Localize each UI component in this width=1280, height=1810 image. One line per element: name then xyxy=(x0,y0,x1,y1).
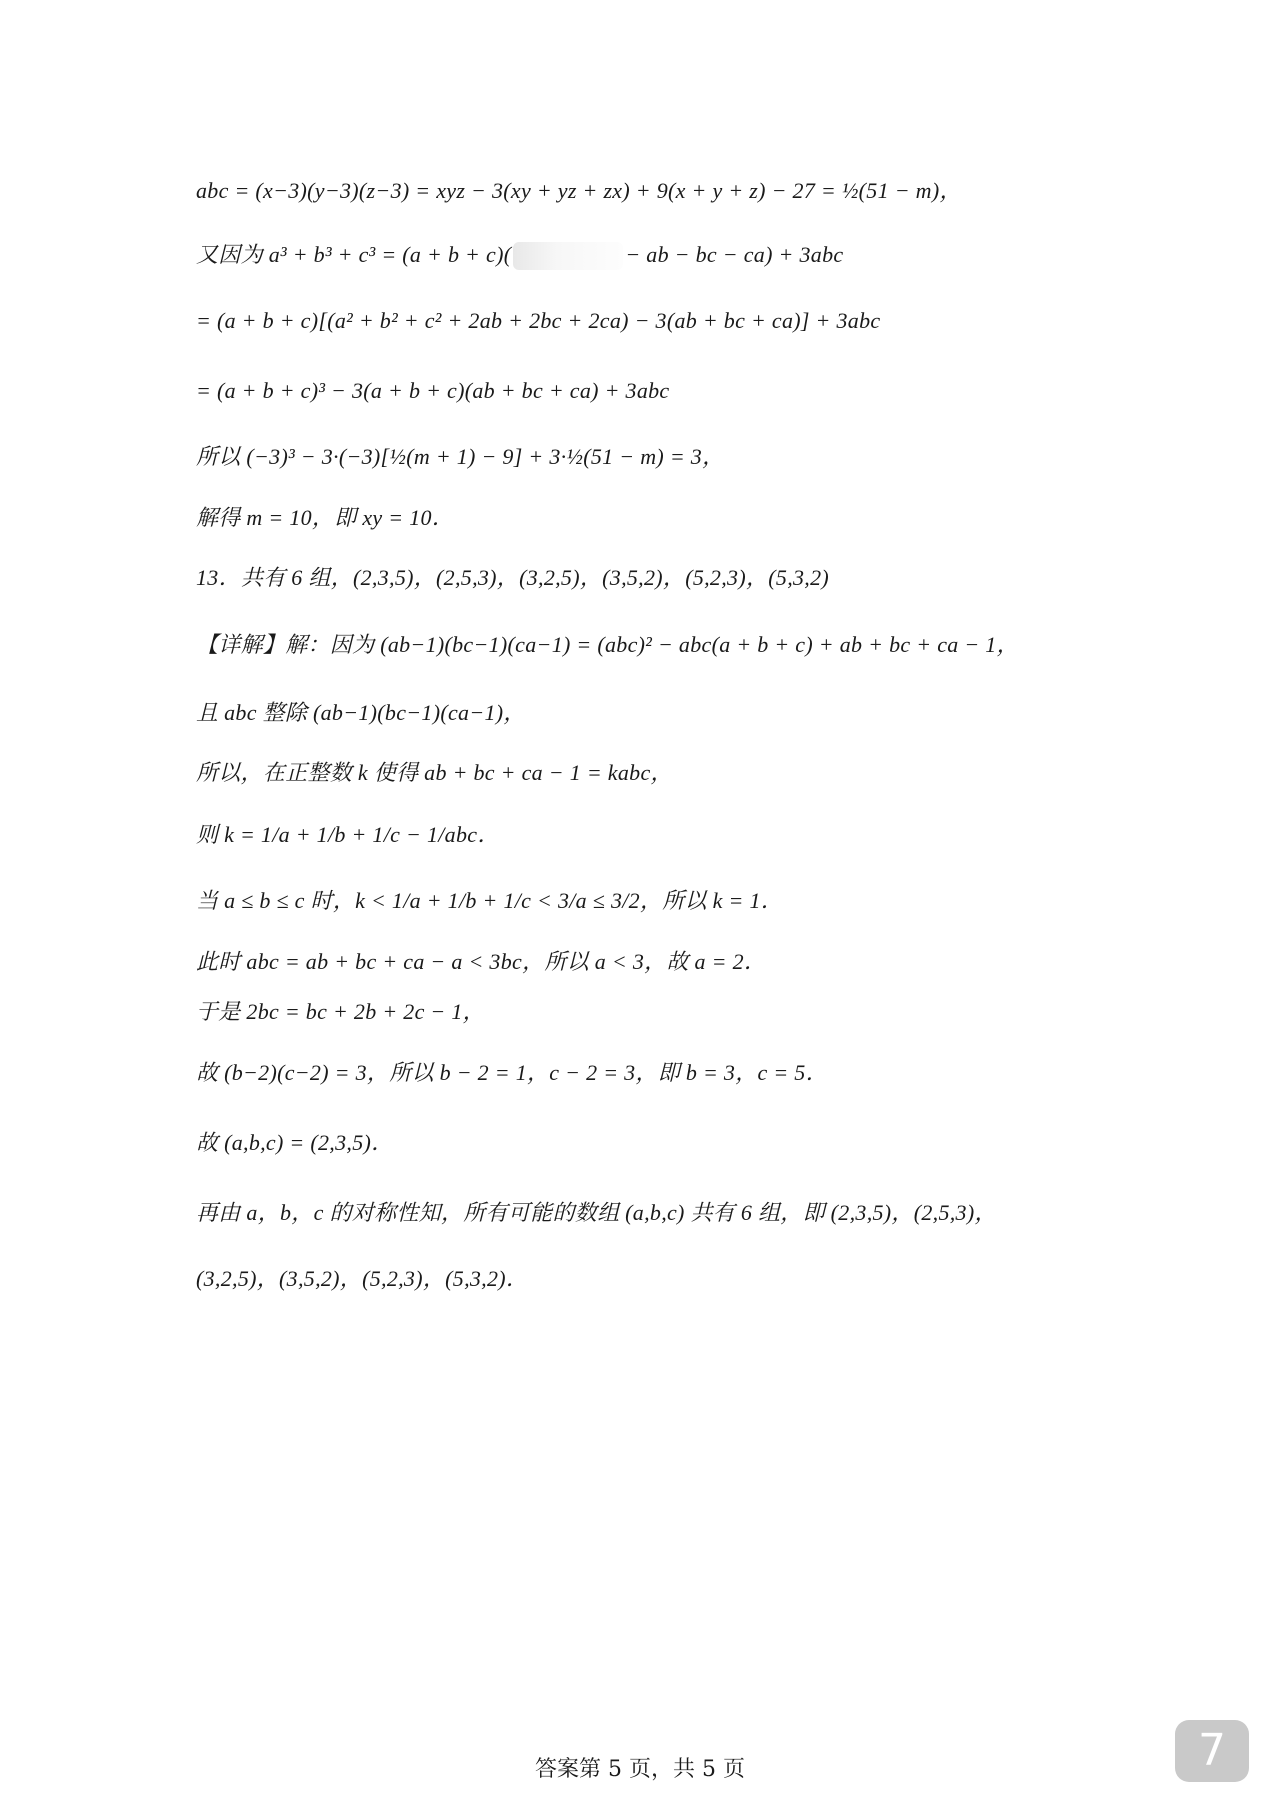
problem-13-answer: 13．共有 6 组，(2,3,5)，(2,5,3)，(3,2,5)，(3,5,2)，(5,2,3)，(5,3,2) xyxy=(196,565,830,590)
solution-m: 解得 m = 10，即 xy = 10． xyxy=(196,505,455,530)
a-value-line: 此时 abc = ab + bc + ca − a < 3bc，所以 a < 3，故 a = 2． xyxy=(196,949,767,974)
equation-abc-expansion: abc = (x−3)(y−3)(z−3) = xyz − 3(xy + yz + zx) + 9(x + y + z) − 27 = ½(51 − m)， xyxy=(196,178,962,203)
k-bound-line: 当 a ≤ b ≤ c 时，k < 1/a + 1/b + 1/c < 3/a ≤ 3/2，所以 k = 1． xyxy=(196,888,784,913)
bc-solution-line: 故 (b−2)(c−2) = 3，所以 b − 2 = 1，c − 2 = 3，即 b = 3，c = 5． xyxy=(196,1060,828,1085)
abc-result-line: 故 (a,b,c) = (2,3,5)． xyxy=(196,1130,394,1155)
k-formula-line: 则 k = 1/a + 1/b + 1/c − 1/abc． xyxy=(196,822,500,847)
equation-substitution: 所以 (−3)³ − 3·(−3)[½(m + 1) − 9] + 3·½(51 − m) = 3， xyxy=(196,444,725,469)
equation-cube-identity: = (a + b + c)³ − 3(a + b + c)(ab + bc + ca) + 3abc xyxy=(196,378,670,403)
page-number-badge[interactable]: 7 xyxy=(1175,1720,1249,1782)
symmetry-line: 再由 a，b，c 的对称性知，所有可能的数组 (a,b,c) 共有 6 组，即 (2,3,5)，(2,5,3)， xyxy=(196,1200,997,1225)
redacted-region xyxy=(513,242,623,270)
detail-heading-line: 【详解】解：因为 (ab−1)(bc−1)(ca−1) = (abc)² − abc(a + b + c) + ab + bc + ca − 1， xyxy=(196,632,1019,657)
page-footer: 答案第 5 页，共 5 页 xyxy=(535,1757,745,1782)
divisibility-line: 且 abc 整除 (ab−1)(bc−1)(ca−1)， xyxy=(196,700,526,725)
bc-equation-line: 于是 2bc = bc + 2b + 2c − 1， xyxy=(196,999,485,1024)
remaining-triples-line: (3,2,5)，(3,5,2)，(5,2,3)，(5,3,2)． xyxy=(196,1266,529,1291)
equation-expansion-step: = (a + b + c)[(a² + b² + c² + 2ab + 2bc + 2ca) − 3(ab + bc + ca)] + 3abc xyxy=(196,308,881,333)
k-definition-line: 所以，在正整数 k 使得 ab + bc + ca − 1 = kabc， xyxy=(196,760,673,785)
equation-sum-of-cubes: 又因为 a³ + b³ + c³ = (a + b + c)( − ab − bc − ca) + 3abc xyxy=(196,240,843,271)
